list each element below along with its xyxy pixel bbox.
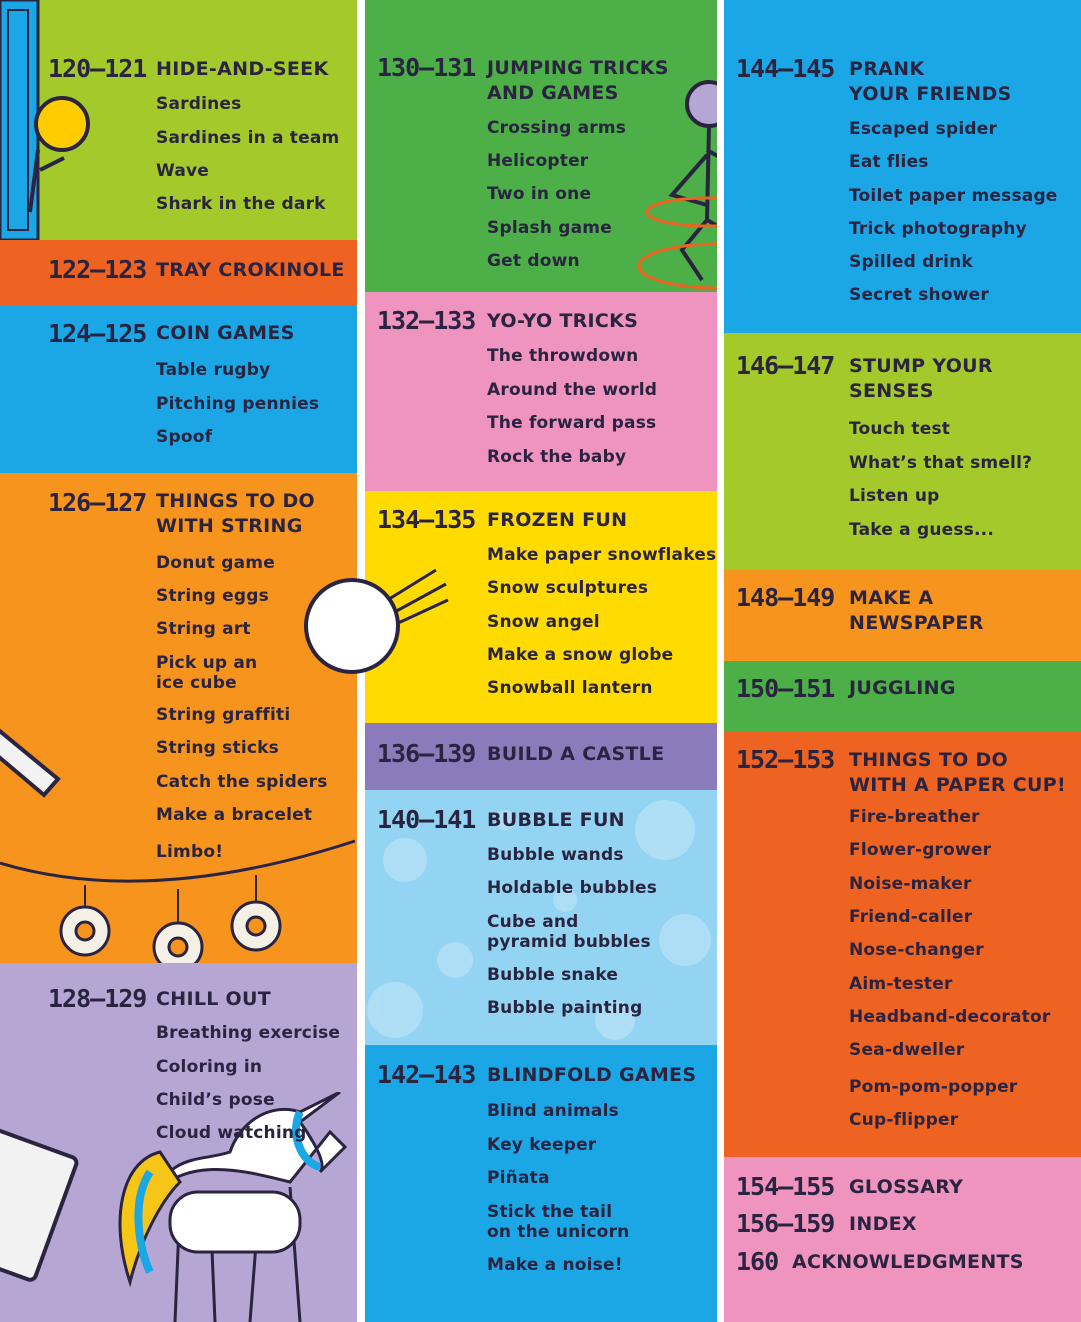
list-item: Piñata <box>487 1168 550 1188</box>
list-item: Sardines in a team <box>156 128 340 148</box>
snowball-icon <box>296 564 456 684</box>
column-right <box>724 0 1081 1322</box>
list-item: Trick photography <box>849 219 1027 239</box>
page-range: 148–149 <box>736 583 835 612</box>
page-range: 156–159 <box>736 1209 835 1238</box>
section-title: THINGS TO DO WITH STRING <box>156 490 315 537</box>
list-item: Escaped spider <box>849 119 998 139</box>
section-title: BUILD A CASTLE <box>487 743 665 765</box>
list-item: String graffiti <box>156 705 291 725</box>
section-title: JUGGLING <box>849 677 956 699</box>
list-item: Friend-caller <box>849 907 973 927</box>
section-jumping-tricks <box>365 0 717 292</box>
page-range: 120–121 <box>48 54 147 83</box>
list-item: Breathing exercise <box>156 1023 341 1043</box>
list-item: Coloring in <box>156 1057 263 1077</box>
list-item: Snow sculptures <box>487 578 649 598</box>
section-tray-crokinole <box>0 240 357 305</box>
list-item: Spilled drink <box>849 252 973 272</box>
section-title: YO-YO TRICKS <box>487 310 639 332</box>
page-range: 150–151 <box>736 674 835 703</box>
section-prank-your-friends <box>724 0 1081 333</box>
list-item: Flower-grower <box>849 840 992 860</box>
list-item: Make paper snowflakes <box>487 545 717 565</box>
list-item: Shark in the dark <box>156 194 326 214</box>
stick-figure-hula-hoop-icon <box>627 80 717 292</box>
page-range: 152–153 <box>736 745 835 774</box>
section-title: JUMPING TRICKS AND GAMES <box>487 57 669 104</box>
list-item: What’s that smell? <box>849 453 1033 473</box>
list-item: Listen up <box>849 486 940 506</box>
list-item: Bubble snake <box>487 965 619 985</box>
stick-figure-hiding-icon <box>0 0 110 240</box>
page-range: 160 <box>736 1247 779 1276</box>
list-item: Make a snow globe <box>487 645 674 665</box>
section-title: PRANK YOUR FRIENDS <box>849 58 1012 105</box>
section-blindfold-games <box>365 1045 717 1322</box>
list-item: The throwdown <box>487 346 639 366</box>
section-things-with-paper-cup <box>724 732 1081 1157</box>
page-range: 136–139 <box>377 739 476 768</box>
list-item: Crossing arms <box>487 118 627 138</box>
section-stump-your-senses <box>724 333 1081 570</box>
list-item: Sea-dweller <box>849 1040 965 1060</box>
chalk-stick-icon <box>0 713 80 813</box>
section-title: CHILL OUT <box>156 988 271 1010</box>
section-title: THINGS TO DO WITH A PAPER CUP! <box>849 749 1066 796</box>
list-item: Snowball lantern <box>487 678 653 698</box>
list-item: Aim-tester <box>849 974 953 994</box>
section-title: INDEX <box>849 1213 917 1235</box>
list-item: Pick up an ice cube <box>156 653 258 693</box>
page-range: 130–131 <box>377 53 476 82</box>
list-item: Make a noise! <box>487 1255 623 1275</box>
list-item: Headband-decorator <box>849 1007 1051 1027</box>
list-item: Eat flies <box>849 152 929 172</box>
list-item: String sticks <box>156 738 279 758</box>
list-item: Fire-breather <box>849 807 980 827</box>
section-back-matter <box>724 1157 1081 1322</box>
list-item: Child’s pose <box>156 1090 275 1110</box>
section-title: STUMP YOUR SENSES <box>849 355 993 402</box>
list-item: Nose-changer <box>849 940 984 960</box>
page-range: 128–129 <box>48 984 147 1013</box>
list-item: Blind animals <box>487 1101 619 1121</box>
list-item: Key keeper <box>487 1135 597 1155</box>
list-item: Cup-flipper <box>849 1110 959 1130</box>
list-item: String eggs <box>156 586 269 606</box>
list-item: Cloud watching <box>156 1123 307 1143</box>
list-item: Touch test <box>849 419 951 439</box>
section-things-with-string <box>0 473 357 963</box>
section-title: FROZEN FUN <box>487 509 628 531</box>
page-range: 154–155 <box>736 1172 835 1201</box>
page-range: 144–145 <box>736 54 835 83</box>
list-item: Pom-pom-popper <box>849 1077 1018 1097</box>
section-juggling <box>724 661 1081 732</box>
section-chill-out <box>0 963 357 1322</box>
list-item: Stick the tail on the unicorn <box>487 1202 630 1242</box>
list-item: String art <box>156 619 251 639</box>
list-item: Helicopter <box>487 151 589 171</box>
list-item: Two in one <box>487 184 592 204</box>
list-item: Donut game <box>156 553 275 573</box>
list-item: Cube and pyramid bubbles <box>487 912 651 952</box>
section-title: HIDE-AND-SEEK <box>156 58 329 80</box>
page-range: 142–143 <box>377 1060 476 1089</box>
list-item: Catch the spiders <box>156 772 328 792</box>
section-make-a-newspaper <box>724 570 1081 661</box>
page-range: 132–133 <box>377 306 476 335</box>
section-coin-games <box>0 305 357 473</box>
list-item: Bubble painting <box>487 998 643 1018</box>
section-title: TRAY CROKINOLE <box>156 259 345 281</box>
section-title: COIN GAMES <box>156 322 295 344</box>
section-title: MAKE A NEWSPAPER <box>849 587 984 634</box>
section-bubble-fun <box>365 790 717 1045</box>
list-item: Toilet paper message <box>849 186 1058 206</box>
list-item: Limbo! <box>156 842 224 862</box>
list-item: Secret shower <box>849 285 989 305</box>
list-item: Rock the baby <box>487 447 627 467</box>
section-title: GLOSSARY <box>849 1176 964 1198</box>
list-item: Get down <box>487 251 580 271</box>
list-item: Pitching pennies <box>156 394 320 414</box>
list-item: Sardines <box>156 94 242 114</box>
list-item: Wave <box>156 161 210 181</box>
page-range: 134–135 <box>377 505 476 534</box>
list-item: Take a guess... <box>849 520 994 540</box>
page-range: 126–127 <box>48 488 147 517</box>
section-title: BLINDFOLD GAMES <box>487 1064 697 1086</box>
section-hide-and-seek <box>0 0 357 240</box>
list-item: Spoof <box>156 427 213 447</box>
page-range: 140–141 <box>377 805 476 834</box>
list-item: Noise-maker <box>849 874 972 894</box>
list-item: Holdable bubbles <box>487 878 658 898</box>
list-item: Around the world <box>487 380 658 400</box>
section-title: BUBBLE FUN <box>487 809 625 831</box>
list-item: Table rugby <box>156 360 271 380</box>
list-item: Splash game <box>487 218 612 238</box>
section-build-a-castle <box>365 723 717 790</box>
list-item: The forward pass <box>487 413 657 433</box>
page-range: 122–123 <box>48 255 147 284</box>
donut-garland-icon <box>0 813 357 963</box>
list-item: Bubble wands <box>487 845 624 865</box>
list-item: Snow angel <box>487 612 600 632</box>
section-yoyo-tricks <box>365 292 717 491</box>
page-range: 124–125 <box>48 319 147 348</box>
page-range: 146–147 <box>736 351 835 380</box>
list-item: Make a bracelet <box>156 805 313 825</box>
section-title: ACKNOWLEDGMENTS <box>792 1251 1024 1273</box>
